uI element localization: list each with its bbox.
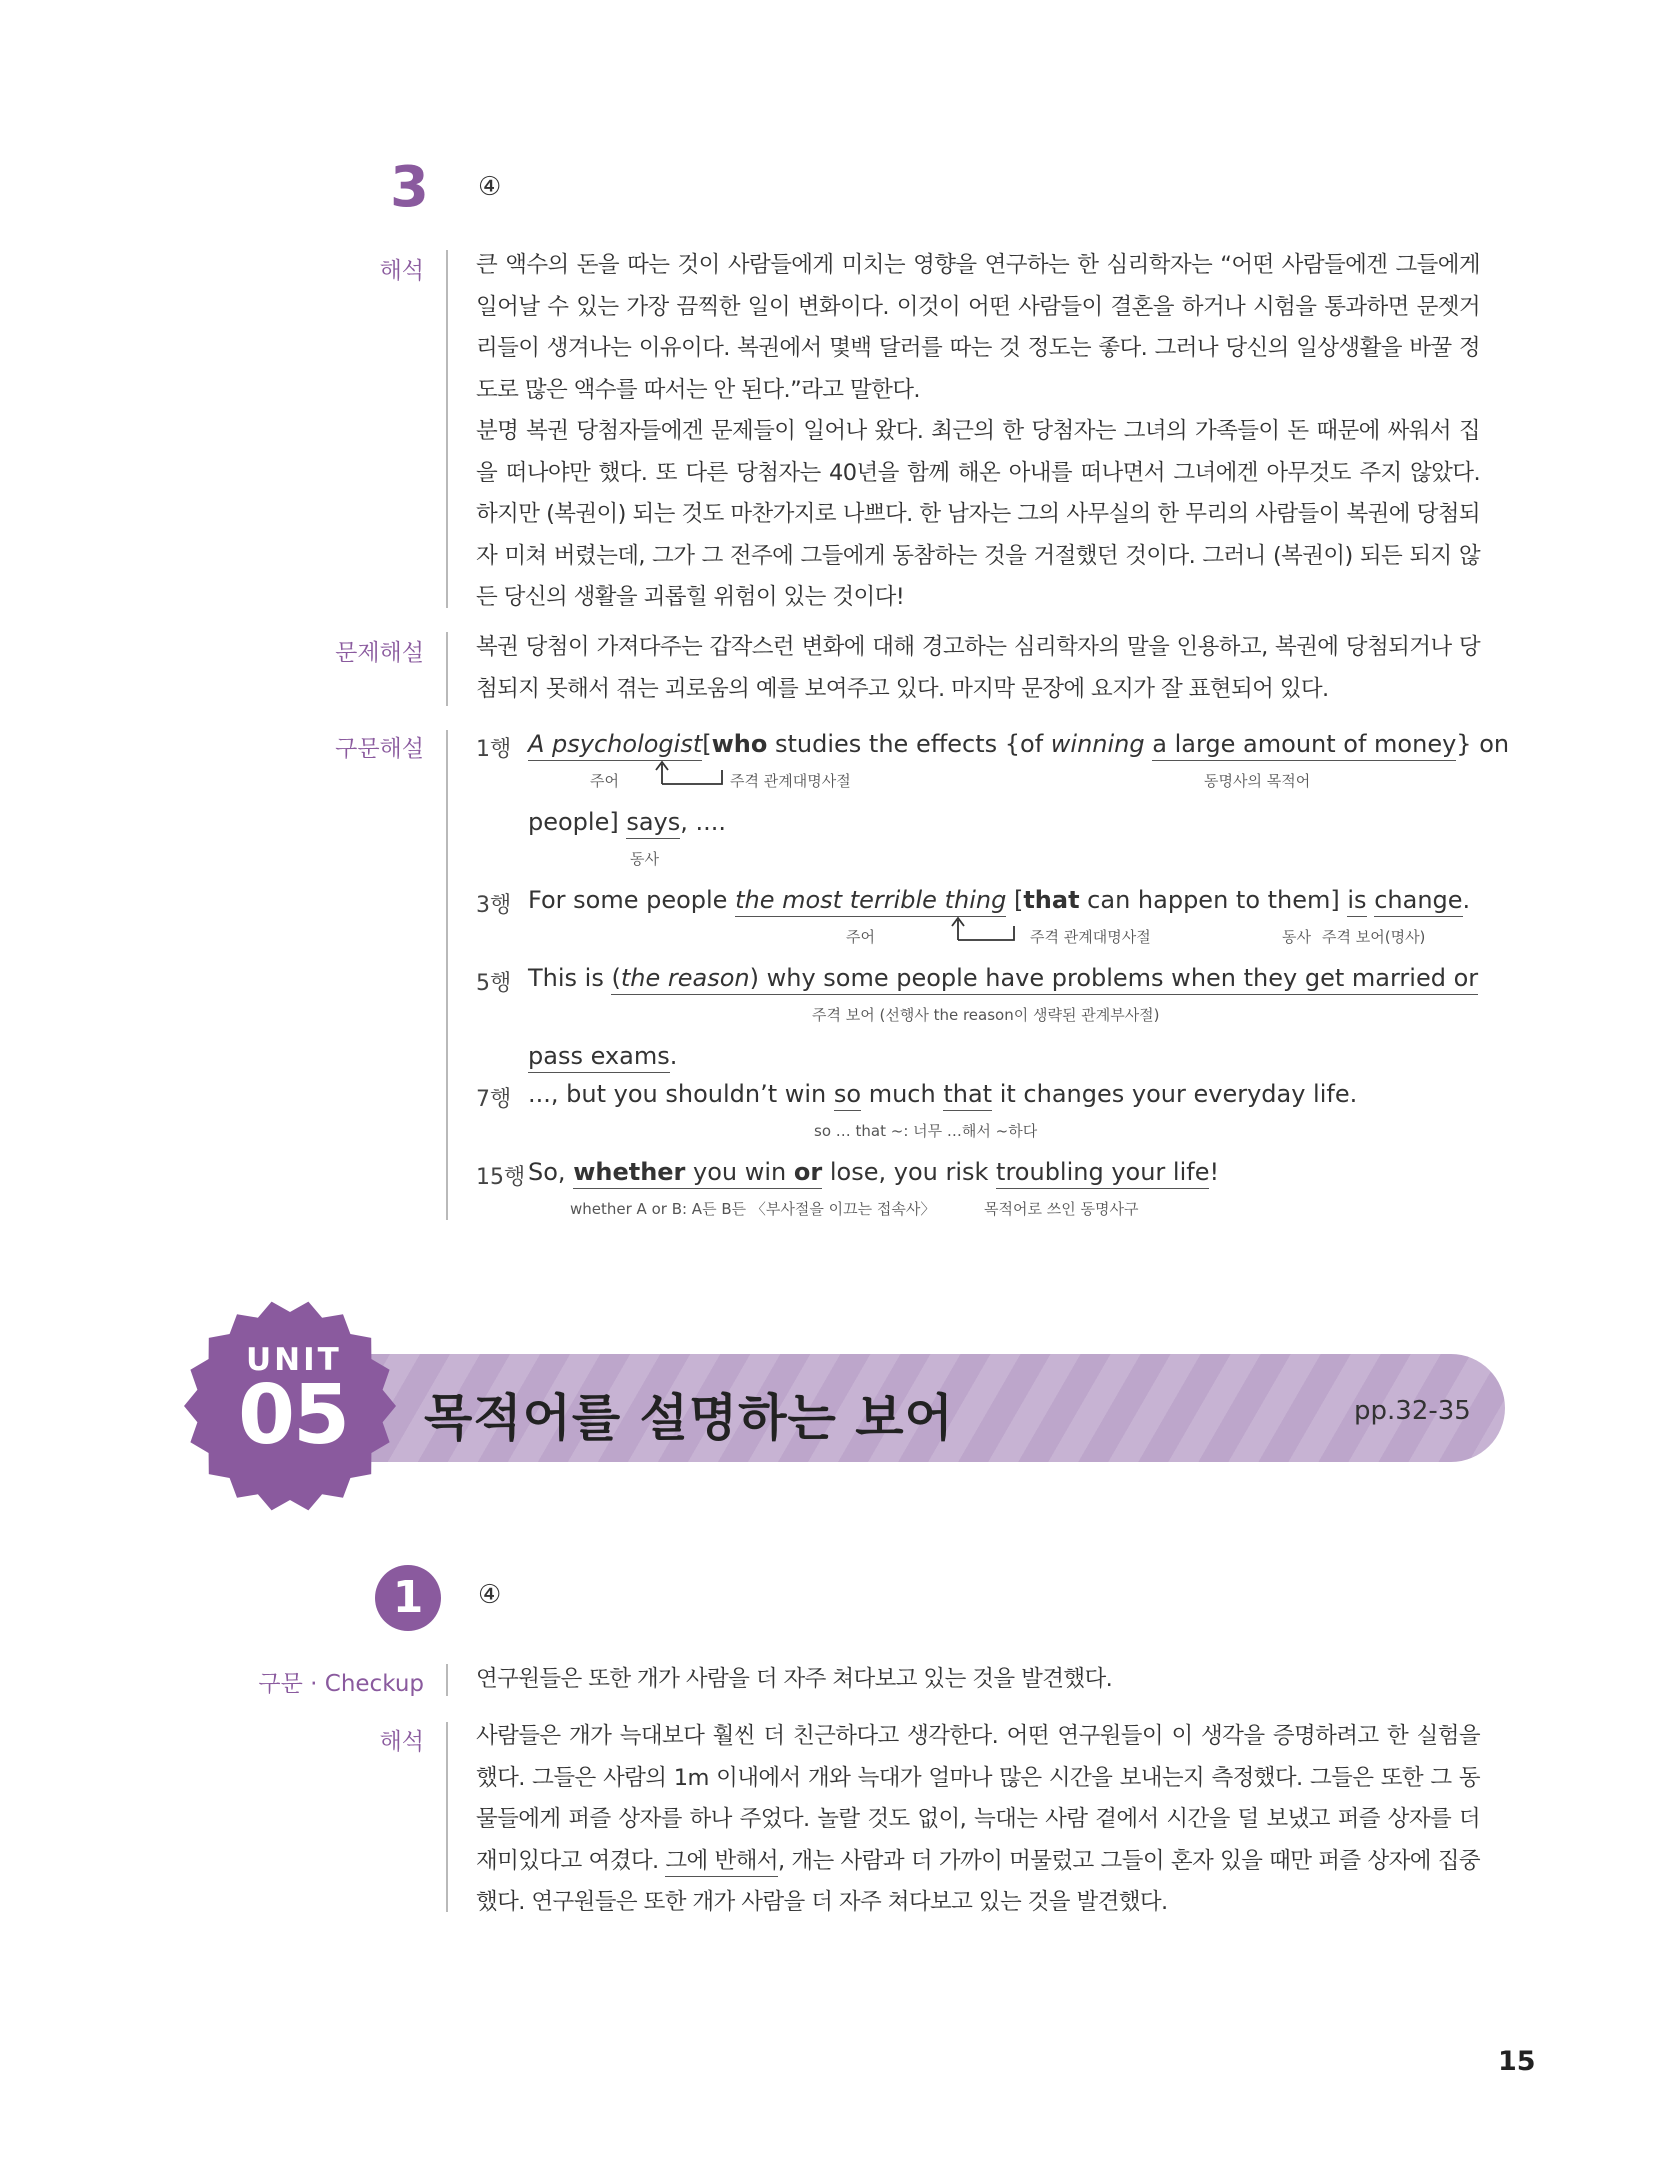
label-munje-3: 문제해설 [335, 640, 424, 666]
continuation-tail: , .... [680, 808, 727, 836]
bracket: [ [1006, 886, 1024, 914]
question-number-1: 1 [375, 1565, 441, 1631]
line-head: This is [528, 964, 612, 992]
annotation-so-that: so … that ~: 너무 …해서 ~하다 [814, 1122, 1038, 1140]
unit-label: UNIT [246, 1342, 342, 1378]
complement-change: change [1374, 886, 1462, 917]
whether-clause [573, 1158, 822, 1189]
annotation-gerund-object: 동명사의 목적어 [1204, 772, 1311, 790]
gerund-word: winning [1050, 730, 1145, 758]
divider-line [446, 250, 448, 608]
verb-is: is [1347, 886, 1366, 917]
line-head: ..., but you shouldn’t win [528, 1080, 834, 1108]
annotation-complement: 주격 보어(명사) [1322, 928, 1426, 946]
divider-line [446, 730, 448, 1220]
syntax-line-3 [528, 886, 1470, 914]
label-haeseok-3: 해석 [379, 258, 424, 284]
annotation-whether: whether A or B: A든 B든 〈부사절을 이끄는 접속사〉 [570, 1200, 936, 1218]
divider-line [446, 632, 448, 706]
bracket: [ [702, 730, 712, 758]
label-haeseok-1: 해석 [379, 1729, 424, 1755]
underlined-phrase: 그에 반해서 [665, 1848, 778, 1877]
gerund-object: a large amount of money [1152, 730, 1456, 761]
relative-arrow [948, 916, 1028, 944]
subject-phrase: the most terrible thing [735, 886, 1006, 917]
answer-3: ④ [478, 172, 502, 202]
syntax-line-1-cont [528, 808, 726, 836]
verb-says: says [626, 808, 680, 839]
divider-line [446, 1722, 448, 1912]
checkup-text: 연구원들은 또한 개가 사람을 더 자주 쳐다보고 있는 것을 발견했다. [476, 1666, 1113, 1692]
label-checkup: 구문 · Checkup [258, 1671, 424, 1697]
haeseok-text-1 [476, 1716, 1480, 1924]
annotation-subject: 주어 [590, 772, 619, 790]
line-number-5: 5행 [476, 971, 512, 996]
unit-title: 목적어를 설명하는 보어 [424, 1389, 954, 1447]
complement-clause: (the reason) why some people have problems when they get married or [611, 964, 1478, 995]
annotation-complement-clause: 주격 보어 (선행사 the reason이 생략된 관계부사절) [812, 1006, 1160, 1024]
annotation-verb: 동사 [1282, 928, 1311, 946]
relative-pronoun: that [1023, 886, 1080, 914]
annotation-relative-clause: 주격 관계대명사절 [730, 772, 851, 790]
line-head: For some people [528, 886, 736, 914]
period: . [1462, 886, 1471, 914]
reason-word: the reason [620, 964, 750, 992]
unit-pages: pp.32-35 [1354, 1396, 1471, 1426]
answer-1: ④ [478, 1580, 502, 1610]
syntax-line-5 [528, 964, 1478, 992]
relative-clause-text: can happen to them] [1079, 886, 1348, 914]
clause-text: you win [685, 1158, 794, 1186]
clause-text: lose, you risk [822, 1158, 997, 1186]
syntax-line-7 [528, 1080, 1357, 1108]
page-number: 15 [1498, 2046, 1536, 2077]
question-number-3: 3 [390, 155, 429, 220]
haeseok-paragraph-2: 분명 복권 당첨자들에겐 문제들이 일어나 왔다. 최근의 한 당첨자는 그녀의 가족들이 돈 때문에 싸워서 집을 떠나야만 했다. 또 다른 당첨자는 40년을 함께 해온 아내를 떠나면서 그녀에겐 아무것도 주지 않았다. 하지만 (복권이) 되는 것도 마찬가지로 나쁘다. 한 남자는 그의 사무실의 한 무리의 사람들이 복권에 당첨되자 미쳐 버렸는데, 그가 그 전주에 그들에게 동참하는 것을 거절했던 것이다. 그러니 (복권이) 되든 되지 않든 당신의 생활을 괴롭힐 위험이 있는 것이다! [476, 418, 1480, 610]
or-word: or [793, 1158, 823, 1186]
syntax-line-5-cont [528, 1042, 677, 1070]
much-word: much [861, 1080, 944, 1108]
line-rest: it changes your everyday life. [992, 1080, 1358, 1108]
relative-clause-text: studies the effects {of [767, 730, 1051, 758]
period: . [669, 1042, 678, 1070]
munje-text-3: 복권 당첨이 가져다주는 갑작스런 변화에 대해 경고하는 심리학자의 말을 인용하고, 복권에 당첨되거나 당첨되지 못해서 겪는 괴로움의 예를 보여주고 있다. 마지막 문장에 요지가 잘 표현되어 있다. [476, 634, 1480, 702]
complement-continuation: pass exams [528, 1042, 670, 1073]
that-word: that [943, 1080, 992, 1111]
relative-arrow [652, 760, 732, 788]
annotation-relative-clause: 주격 관계대명사절 [1030, 928, 1151, 946]
so-word: so [834, 1080, 861, 1111]
subject-phrase: A psychologist [528, 730, 702, 761]
annotation-gerund-phrase: 목적어로 쓰인 동명사구 [984, 1200, 1139, 1218]
label-gumun-3: 구문해설 [335, 736, 424, 762]
haeseok-text-part: , 개는 사람과 더 가까이 머물렀고 그들이 혼자 있을 때만 퍼즐 상자에 집중했다. 연구원들은 또한 개가 사람을 더 자주 쳐다보고 있는 것을 발견했다. [476, 1847, 1480, 1915]
syntax-line-15 [528, 1158, 1219, 1186]
line-number-15: 15행 [476, 1165, 526, 1190]
haeseok-text-part: 사람들은 개가 늑대보다 훨씬 더 친근하다고 생각한다. 어떤 연구원들이 이 생각을 증명하려고 한 실험을 했다. 그들은 사람의 1m 이내에서 개와 늑대가 얼마나 많은 시간을 보내는지 측정했다. 그들은 또한 그 동물들에게 퍼즐 상자를 하나 주었다. 놀랄 것도 없이, 늑대는 사람 곁에서 시간을 덜 보냈고 퍼즐 상자를 더 재미있다고 여겼다. [476, 1723, 1480, 1874]
line-tail: } on [1456, 730, 1510, 758]
annotation-subject: 주어 [846, 928, 875, 946]
line-number-3: 3행 [476, 893, 512, 918]
syntax-line-1 [528, 730, 1509, 758]
continuation-text: people] [528, 808, 627, 836]
annotation-verb: 동사 [630, 850, 659, 868]
haeseok-text-3 [476, 245, 1480, 619]
line-head: So, [528, 1158, 574, 1186]
divider-line [446, 1664, 448, 1696]
gerund-phrase: troubling your life [996, 1158, 1209, 1189]
whether-word: whether [573, 1158, 686, 1186]
relative-pronoun: who [711, 730, 768, 758]
line-number-1: 1행 [476, 737, 512, 762]
exclamation: ! [1209, 1158, 1220, 1186]
unit-number: 05 [238, 1368, 349, 1463]
line-number-7: 7행 [476, 1087, 512, 1112]
haeseok-paragraph-1: 큰 액수의 돈을 따는 것이 사람들에게 미치는 영향을 연구하는 한 심리학자는 “어떤 사람들에겐 그들에게 일어날 수 있는 가장 끔찍한 일이 변화이다. 이것이 어떤 사람들이 결혼을 하거나 시험을 통과하면 문젯거리들이 생겨나는 이유이다. 복권에서 몇백 달러를 따는 것 정도는 좋다. 그러나 당신의 일상생활을 바꿀 정도로 많은 액수를 따서는 안 된다.”라고 말한다. [476, 252, 1480, 403]
